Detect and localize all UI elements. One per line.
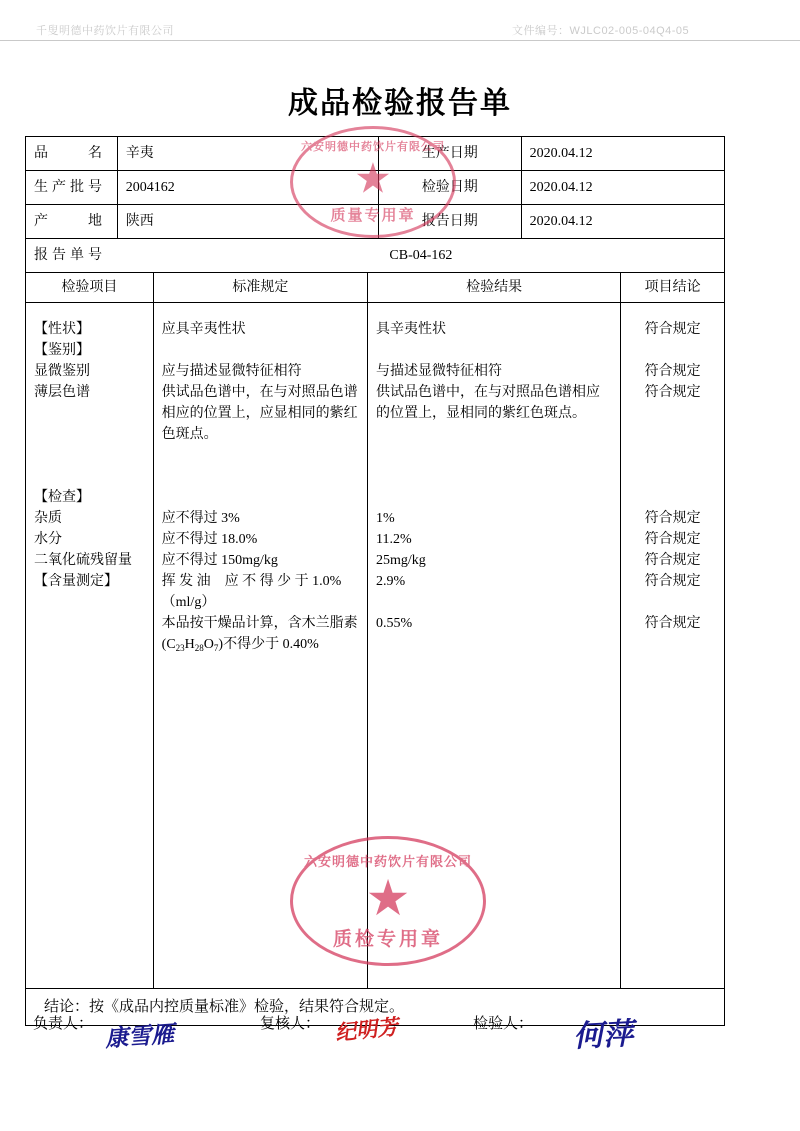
- column-header-item: 检验项目: [26, 273, 154, 302]
- production-date-label: 生产日期: [379, 137, 522, 170]
- conclusion-text: 符合规定: [644, 532, 701, 547]
- item-label: 水分: [34, 532, 62, 547]
- document-number-header: 文件编号：WJLC02-005-04Q4-05: [512, 25, 690, 37]
- column-header-conclusion: 项目结论: [644, 280, 701, 295]
- table-row: [26, 205, 724, 239]
- conclusion-text: 符合规定: [644, 511, 701, 526]
- item-label: 二氧化硫残留量: [34, 553, 132, 568]
- result-text: 2.9%: [376, 574, 406, 589]
- scan-header: [0, 22, 800, 40]
- table-row: [26, 171, 724, 205]
- standard-text: 供试品色谱中，在与对照品色谱: [161, 385, 358, 400]
- conclusion-text: 符合规定: [644, 574, 701, 589]
- conclusion-column: [621, 303, 724, 988]
- result-text: 与描述显微特征相符: [376, 364, 503, 379]
- table-row: [26, 137, 724, 171]
- result-text: 具辛夷性状: [376, 322, 447, 337]
- report-no-value: CB-04-162: [389, 248, 453, 263]
- standard-text: 本品按干燥品计算，含木兰脂素: [161, 616, 358, 631]
- inspect-date-value: 2020.04.12: [529, 180, 593, 195]
- signature-row: [25, 1012, 725, 1072]
- item-label: 薄层色谱: [34, 385, 90, 400]
- page-title: 成品检验报告单: [288, 86, 512, 121]
- report-date-label: 报告日期: [379, 205, 522, 238]
- item-label: 【含量测定】: [34, 574, 118, 589]
- result-text: 1%: [376, 511, 395, 526]
- standard-text: 应具辛夷性状: [161, 322, 246, 337]
- item-label: 【性状】: [34, 322, 90, 337]
- stamp-company-text: 六安明德中药饮片有限公司: [301, 140, 445, 153]
- column-header-result: 检验结果: [368, 273, 621, 302]
- report-no-label: 报告单号: [34, 248, 106, 263]
- standard-text: （ml/g）: [161, 595, 216, 610]
- column-header-standard: 标准规定: [154, 273, 368, 302]
- company-header-text: 千叟明德中药饮片有限公司: [36, 25, 174, 37]
- product-name-label: 品 名: [26, 137, 118, 170]
- conclusion-text: 符合规定: [644, 553, 701, 568]
- standard-text: 应不得过 3%: [161, 511, 240, 526]
- standard-text: 相应的位置上，应显相同的紫红: [161, 406, 358, 421]
- result-text: 的位置上，显相同的紫红色斑点。: [376, 406, 587, 421]
- reviewer-label: 复核人：: [260, 1016, 321, 1032]
- batch-label: 生产批号: [26, 171, 118, 204]
- batch-value: 2004162: [118, 171, 379, 204]
- standard-text: 应不得过 150mg/kg: [161, 553, 278, 568]
- reviewer-signature: 纪明芳: [333, 1013, 400, 1046]
- inspector-signature: 何萍: [572, 1016, 635, 1055]
- item-label: 【鉴别】: [34, 343, 90, 358]
- production-date-value: 2020.04.12: [529, 146, 593, 161]
- inspect-date-label: 检验日期: [379, 171, 522, 204]
- standard-text-formula: $(C_{23}H_{28}O_7)$不得少于 0.40%: [161, 637, 319, 653]
- star-icon: ★: [365, 870, 411, 926]
- result-text: 供试品色谱中，在与对照品色谱相应: [376, 385, 601, 400]
- standard-text: 应与描述显微特征相符: [161, 364, 302, 379]
- items-column: [26, 303, 154, 988]
- header-divider: [0, 40, 800, 41]
- conclusion-text: 符合规定: [644, 364, 701, 379]
- report-date-value: 2020.04.12: [529, 214, 593, 229]
- conclusion-text: 符合规定: [644, 385, 701, 400]
- stamp-sub-text: 质量专用章: [330, 206, 416, 224]
- result-text: 11.2%: [376, 532, 412, 547]
- table-header-row: [26, 273, 724, 303]
- item-label: 杂质: [34, 511, 62, 526]
- report-table: [25, 136, 725, 1026]
- result-text: 25mg/kg: [376, 553, 426, 568]
- conclusion-text: 符合规定: [644, 616, 701, 631]
- standard-text: 应不得过 18.0%: [161, 532, 258, 547]
- result-text: 0.55%: [376, 616, 413, 631]
- responsible-label: 负责人：: [33, 1016, 94, 1032]
- stamp-company-text: 六安明德中药饮片有限公司: [303, 855, 472, 870]
- product-name-value: 辛夷: [118, 137, 379, 170]
- table-body: [26, 303, 724, 989]
- item-label: 显微鉴别: [34, 364, 90, 379]
- item-label: 【检查】: [34, 490, 90, 505]
- stamp-sub-text: 质检专用章: [332, 928, 443, 950]
- responsible-signature: 康雪雁: [104, 1020, 175, 1053]
- table-row: [26, 239, 724, 273]
- origin-value: 陕西: [118, 205, 379, 238]
- inspector-label: 检验人：: [473, 1016, 534, 1032]
- result-column: [365, 303, 621, 988]
- origin-label: 产 地: [26, 205, 118, 238]
- final-conclusion: 结论：按《成品内控质量标准》检验，结果符合规定。: [44, 998, 405, 1015]
- standard-text: 色斑点。: [161, 427, 218, 442]
- conclusion-text: 符合规定: [644, 322, 701, 337]
- standard-text: 挥 发 油 应 不 得 少 于 1.0%: [161, 574, 342, 589]
- star-icon: ★: [354, 156, 392, 203]
- standard-column: [154, 303, 368, 988]
